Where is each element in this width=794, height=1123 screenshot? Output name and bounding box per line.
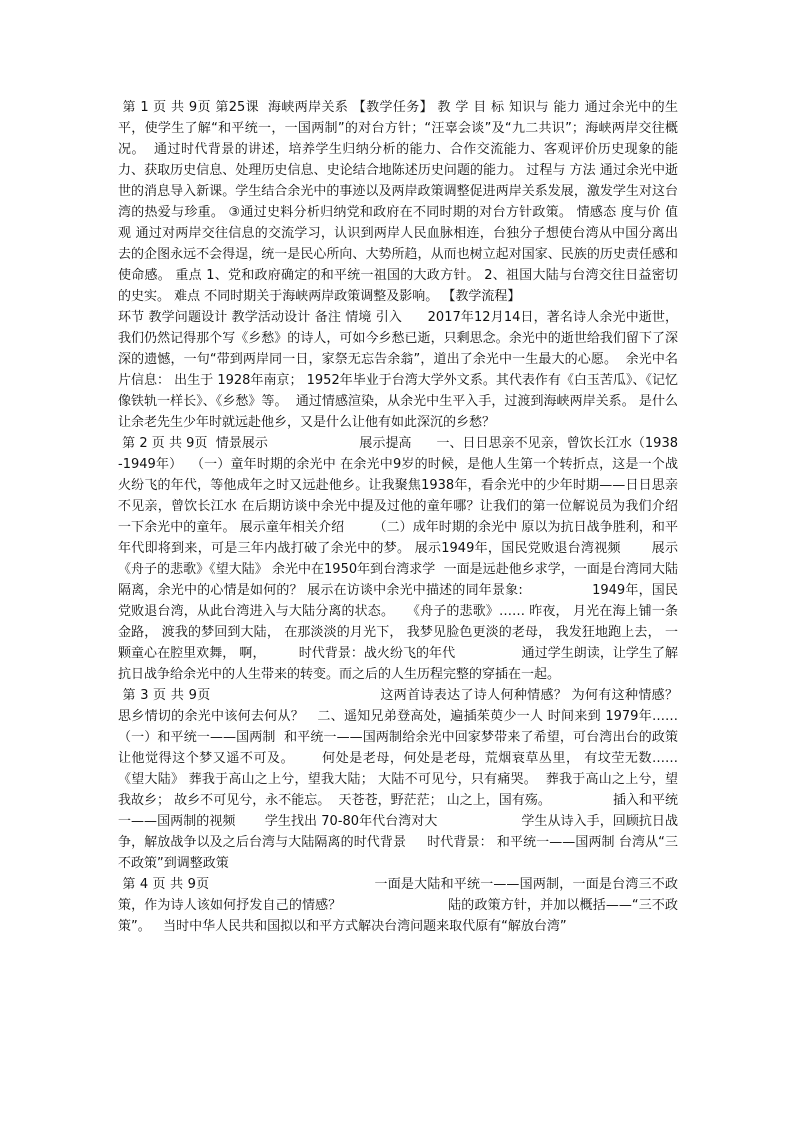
paragraph-page2-childhood: 第 2 页 共 9页 情景展示 展示提高 一、日日思亲不见亲，曾饮长江水（1938-1949年） （一）童年时期的余光中 在余光中9岁的时候，是他人生第一个转折点，这是一个战火纷飞的年代，等他成年之时又远赴他乡。让我聚焦1938年，看余光中的少年时期——日日思亲不见亲，曾饮长江水 在后期访谈中余光中提及过他的童年哪？让我们的第一位解说员为我们介绍一下余光中的童年。 展示童年相关介绍 （二）成年时期的余光中 原以为抗日战争胜利，和平年代即将到来，可是三年内战打破了余光中的梦。 展示1949年，国民党败退台湾视频 展示《舟子的悲歌》《望大陆》 余光中在1950年到台湾求学 一面是远赴他乡求学，一面是台湾同大陆隔离，余光中的心情是如何的？ 展示在访谈中余光中描述的同年景象: 1949年，国民党败退台湾，从此台湾进入与大陆分离的状态。 《舟子的悲歌》…… 昨夜， 月光在海上铺一条金路， 渡我的梦回到大陆， 在那淡淡的月光下， 我梦见脸色更淡的老母， 我发狂地跑上去， 一颗童心在腔里欢舞， 啊， 时代背景：战火纷飞的年代 通过学生朗读，让学生了解抗日战争给余光中的人生带来的转变。而之后的人生历程完整的穿插在一起。 [118, 436, 678, 682]
document-body [118, 97, 699, 937]
paragraph-page3-policy: 第 3 页 共 9页 这两首诗表达了诗人何种情感？ 为何有这种情感？ 思乡情切的余光中该何去何从？ 二、遥知兄弟登高处，遍插茱萸少一人 时间来到 1979年…… （一）和平统一——国两制 和平统一——国两制给余光中回家梦带来了希望，可台湾出台的政策让他觉得这个梦又遥不可及。 何处是老母，何处是老母，荒烟衰草丛里， 有坟茔无数…… 《望大陆》 葬我于高山之上兮，望我大陆； 大陆不可见兮，只有痛哭。 葬我于高山之上兮，望我故乡； 故乡不可见兮，永不能忘。 天苍苍，野茫茫； 山之上，国有殇。 插入和平统一——国两制的视频 学生找出 70-80年代台湾对大 学生从诗入手，回顾抗日战争，解放战争以及之后台湾与大陆隔离的时代背景 时代背景： 和平统一——国两制 台湾从“三不政策”到调整政策 [118, 688, 699, 871]
paragraph-page1-objectives: 第 1 页 共 9页 第25课 海峡两岸关系 【教学任务】 教 学 目 标 知识与 能力 通过余光中的生平，使学生了解“和平统一，一国两制”的对台方针；“汪辜会谈”及“九二共识”；海峡两岸交往概况。 通过时代背景的讲述，培养学生归纳分析的能力、合作交流能力、客观评价历史现象的能力、获取历史信息、处理历史信息、史论结合地陈述历史问题的能力。 过程与 方法 通过余光中逝世的消息导入新课。学生结合余光中的事迹以及两岸政策调整促进两岸关系发展，激发学生对这台湾的热爱与珍重。 ③通过史料分析归纳党和政府在不同时期的对台方针政策。 情感态 度与价 值观 通过对两岸交往信息的交流学习，认识到两岸人民血脉相连，台独分子想使台湾从中国分离出去的企图永远不会得逞，统一是民心所向、大势所趋，从而也树立起对国家、民族的历史责任感和使命感。 重点 1、党和政府确定的和平统一祖国的大政方针。 2、祖国大陆与台湾交往日益密切的史实。 难点 不同时期关于海峡两岸政策调整及影响。 【教学流程】 [118, 100, 678, 304]
paragraph-introduction: 环节 教学问题设计 教学活动设计 备注 情境 引入 2017年12月14日，著名诗人余光中逝世，我们仍然记得那个写《乡愁》的诗人，可如今乡愁已逝，只剩思念。余光中的逝世给我们留下了深深的遗憾，一句“带到两岸同一日，家祭无忘告余翁”，道出了余光中一生最大的心愿。 余光中名片信息： 出生于 1928年南京； 1952年毕业于台湾大学外文系。其代表作有《白玉苦瓜》、《记忆像铁轨一样长》、《乡愁》等。 通过情感渲染，从余光中生平入手，过渡到海峡两岸关系。 是什么让余老先生少年时就远赴他乡，又是什么让他有如此深沉的乡愁？ [118, 310, 678, 430]
paragraph-page4-three-nos: 第 4 页 共 9页 一面是大陆和平统一——国两制，一面是台湾三不政策，作为诗人该如何抒发自己的情感？ 陆的政策方针，并加以概括——“三不政策”。 当时中华人民共和国拟以和平方式解决台湾问题来取代原有“解放台湾” [118, 877, 678, 934]
